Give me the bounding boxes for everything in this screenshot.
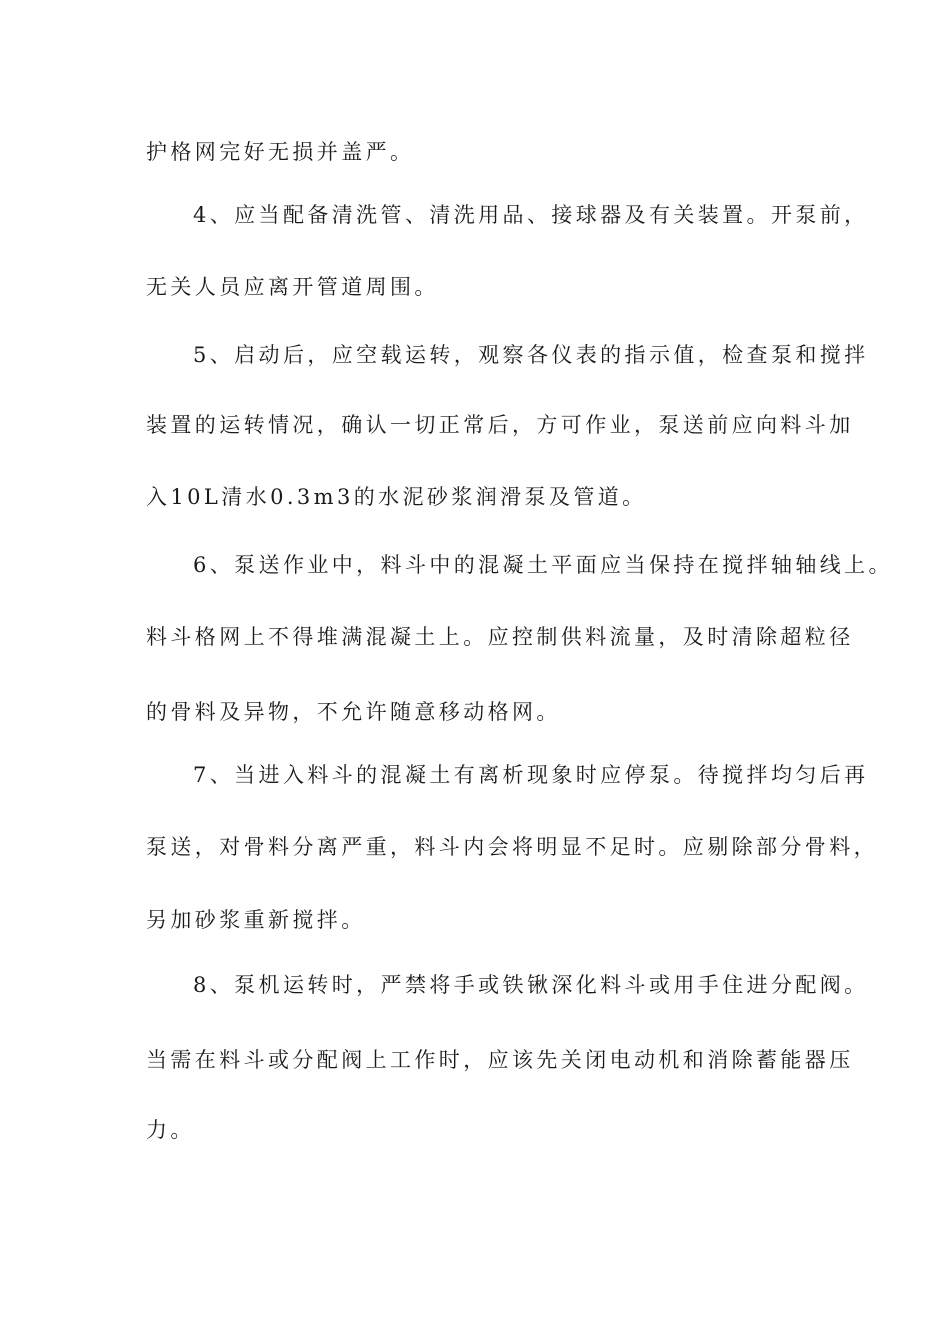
- paragraph-4-line-2: 无关人员应离开管道周围。: [146, 275, 439, 299]
- text-line-1: 护格网完好无损并盖严。: [146, 140, 415, 164]
- paragraph-5-line-1: 5、启动后，应空载运转，观察各仪表的指示值，检查泵和搅拌: [193, 343, 869, 367]
- paragraph-7-line-2: 泵送，对骨料分离严重，料斗内会将明显不足时。应剔除部分骨料，: [146, 835, 878, 859]
- paragraph-6-line-3: 的骨料及异物，不允许随意移动格网。: [146, 700, 561, 724]
- paragraph-6-line-1: 6、泵送作业中，料斗中的混凝土平面应当保持在搅拌轴轴线上。: [193, 553, 893, 577]
- paragraph-5-line-2: 装置的运转情况，确认一切正常后，方可作业，泵送前应向料斗加: [146, 413, 854, 437]
- paragraph-8-line-1: 8、泵机运转时，严禁将手或铁锹深化料斗或用手住进分配阀。: [193, 973, 869, 997]
- paragraph-6-line-2: 料斗格网上不得堆满混凝土上。应控制供料流量，及时清除超粒径: [146, 625, 854, 649]
- paragraph-8-line-3: 力。: [146, 1118, 195, 1142]
- paragraph-4-line-1: 4、应当配备清洗管、清洗用品、接球器及有关装置。开泵前，: [193, 203, 869, 227]
- paragraph-7-line-1: 7、当进入料斗的混凝土有离析现象时应停泵。待搅拌均匀后再: [193, 763, 869, 787]
- paragraph-8-line-2: 当需在料斗或分配阀上工作时，应该先关闭电动机和消除蓄能器压: [146, 1048, 854, 1072]
- paragraph-7-line-3: 另加砂浆重新搅拌。: [146, 908, 366, 932]
- paragraph-5-line-3: 入10L清水0.3m3的水泥砂浆润滑泵及管道。: [146, 485, 647, 509]
